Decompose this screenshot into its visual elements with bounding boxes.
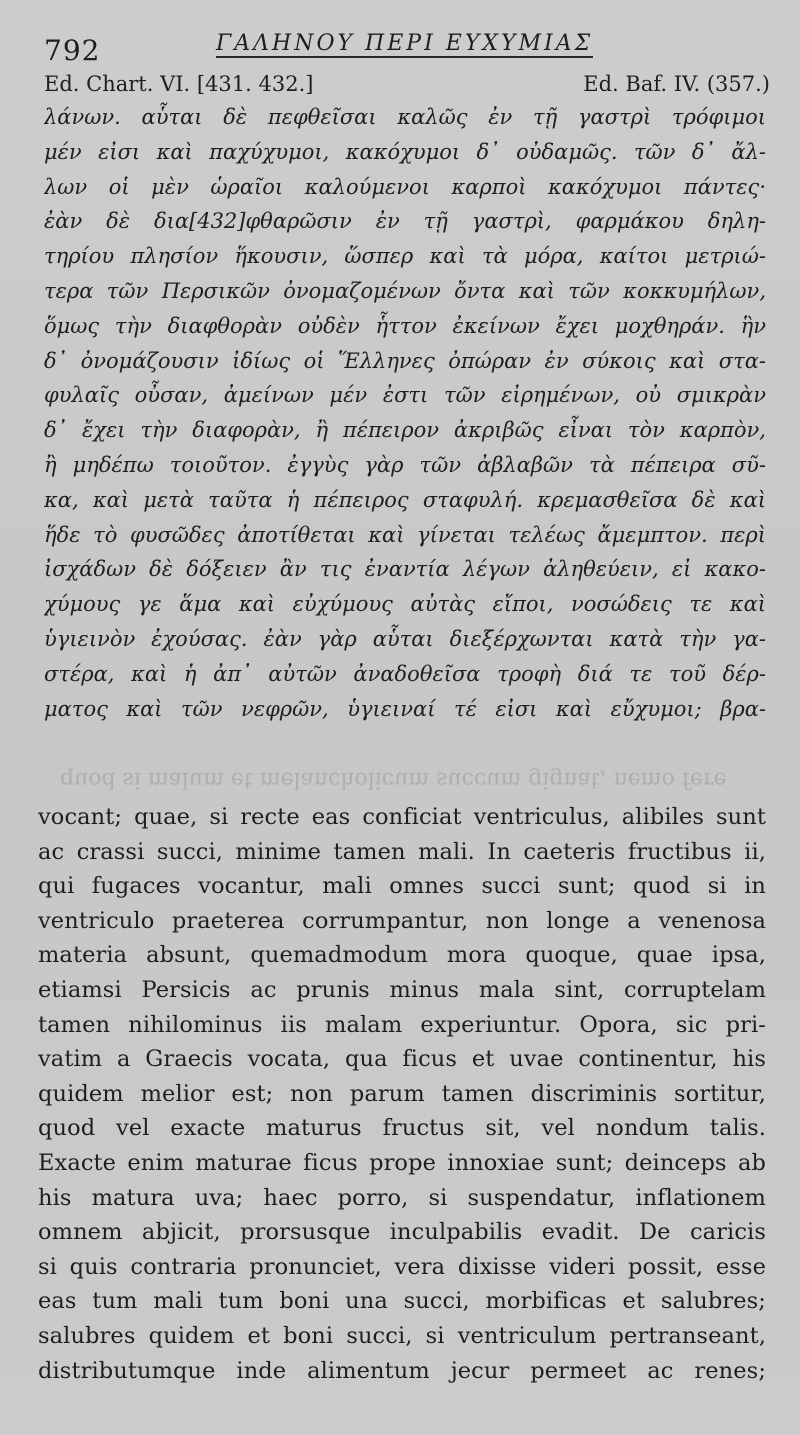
page-number: 792: [44, 34, 101, 67]
greek-text-line: κα, καὶ μετὰ ταῦτα ἡ πέπειρος σταφυλή. κρεμασθεῖσα δὲ καὶ: [44, 487, 766, 512]
page-header: [40, 28, 780, 68]
greek-text-line: ὑγιεινὸν ἐχούσας. ἐὰν γὰρ αὗται διεξέρχωνται κατὰ τὴν γα-: [44, 626, 766, 651]
latin-text-line: distributumque inde alimentum jecur permeet ac renes;: [38, 1357, 766, 1384]
greek-text-line: ἐὰν δὲ δια[432]φθαρῶσιν ἐν τῇ γαστρὶ, φαρμάκου δηλη-: [44, 209, 766, 234]
greek-text-line: δ᾽ ἔχει τὴν διαφορὰν, ἢ πέπειρον ἀκριβῶς εἶναι τὸν καρπὸν,: [44, 418, 766, 443]
greek-text-line: λάνων. αὗται δὲ πεφθεῖσαι καλῶς ἐν τῇ γαστρὶ τρόφιμοι: [44, 105, 766, 129]
greek-text-line: μέν εἰσι καὶ παχύχυμοι, κακόχυμοι δ᾽ οὐδαμῶς. τῶν δ᾽ ἄλ-: [44, 139, 766, 164]
latin-text-line: Exacte enim maturae ficus prope innoxiae sunt; deinceps ab: [38, 1149, 766, 1176]
running-title: ΓΑΛΗΝΟΥ ΠΕΡΙ ΕΥΧΥΜΙΑΣ: [216, 31, 594, 56]
latin-text-line: his matura uva; haec porro, si suspendatur, inflationem: [38, 1184, 766, 1211]
latin-text-line: ventriculo praeterea corrumpantur, non longe a venenosa: [38, 907, 766, 934]
greek-text-line: στέρα, καὶ ἡ ἀπ᾽ αὐτῶν ἀναδοθεῖσα τροφὴ διά τε τοῦ δέρ-: [44, 661, 766, 686]
greek-text-line: ἰσχάδων δὲ δόξειεν ἂν τις ἐναντία λέγων ἀληθεύειν, εἰ κακο-: [44, 557, 766, 582]
latin-text-block: [38, 800, 766, 1388]
greek-text-line: ἢ μηδέπω τοιοῦτον. ἐγγὺς γὰρ τῶν ἀβλαβῶν τὰ πέπειρα σῦ-: [44, 452, 766, 477]
latin-text-line: quod vel exacte maturus fructus sit, vel nondum talis.: [38, 1115, 766, 1142]
latin-text-line: eas tum mali tum boni una succi, morbificas et salubres;: [38, 1288, 766, 1315]
latin-text-line: tamen nihilominus iis malam experiuntur. Opora, sic pri-: [38, 1011, 766, 1038]
greek-text-line: ἥδε τὸ φυσῶδες ἀποτίθεται καὶ γίνεται τελέως ἄμεμπτον. περὶ: [44, 522, 766, 547]
latin-text-line: omnem abjicit, prorsusque inculpabilis evadit. De caricis: [38, 1219, 766, 1246]
latin-text-line: materia absunt, quemadmodum mora quoque, quae ipsa,: [38, 942, 766, 969]
latin-text-line: ac crassi succi, minime tamen mali. In caeteris fructibus ii,: [38, 838, 766, 865]
bleed-through-text: quod si malum et melancholicum succum gignat, nemo fere: [60, 767, 727, 792]
greek-text-line: λων οἱ μὲν ὡραῖοι καλούμενοι καρποὶ κακόχυμοι πάντες·: [44, 174, 766, 199]
greek-text-line: φυλαῖς οὖσαν, ἀμείνων μέν ἐστι τῶν εἰρημένων, οὐ σμικρὰν: [44, 383, 766, 408]
greek-text-line: τερα τῶν Περσικῶν ὀνομαζομένων ὄντα καὶ τῶν κοκκυμήλων,: [44, 278, 766, 303]
latin-text-line: salubres quidem et boni succi, si ventriculum pertranseant,: [38, 1322, 766, 1349]
latin-text-line: quidem melior est; non parum tamen discriminis sortitur,: [38, 1080, 766, 1107]
greek-text-block: [44, 100, 766, 726]
greek-text-line: τηρίου πλησίον ἥκουσιν, ὥσπερ καὶ τὰ μόρα, καίτοι μετριώ-: [44, 244, 766, 269]
latin-text-line: vocant; quae, si recte eas conficiat ventriculus, alibiles sunt: [38, 804, 766, 830]
greek-text-line: ὅμως τὴν διαφθορὰν οὐδὲν ἧττον ἐκείνων ἔχει μοχθηράν. ἣν: [44, 313, 766, 338]
latin-text-line: vatim a Graecis vocata, qua ficus et uvae continentur, his: [38, 1046, 766, 1073]
greek-text-line: χύμους γε ἅμα καὶ εὐχύμους αὐτὰς εἴποι, νοσώδεις τε καὶ: [44, 592, 766, 617]
greek-text-line: ματος καὶ τῶν νεφρῶν, ὑγιειναί τέ εἰσι καὶ εὔχυμοι; βρα-: [44, 696, 766, 721]
edition-ref-chart: Ed. Chart. VI. [431. 432.]: [44, 72, 314, 96]
latin-text-line: etiamsi Persicis ac prunis minus mala sint, corruptelam: [38, 976, 766, 1003]
greek-text-line: δ᾽ ὀνομάζουσιν ἰδίως οἱ Ἕλληνες ὀπώραν ἐν σύκοις καὶ στα-: [44, 348, 766, 373]
latin-text-line: qui fugaces vocantur, mali omnes succi sunt; quod si in: [38, 873, 766, 900]
edition-ref-bas: Ed. Baf. IV. (357.): [583, 72, 770, 96]
latin-text-line: si quis contraria pronunciet, vera dixisse videri possit, esse: [38, 1253, 766, 1280]
edition-references: [40, 72, 770, 100]
